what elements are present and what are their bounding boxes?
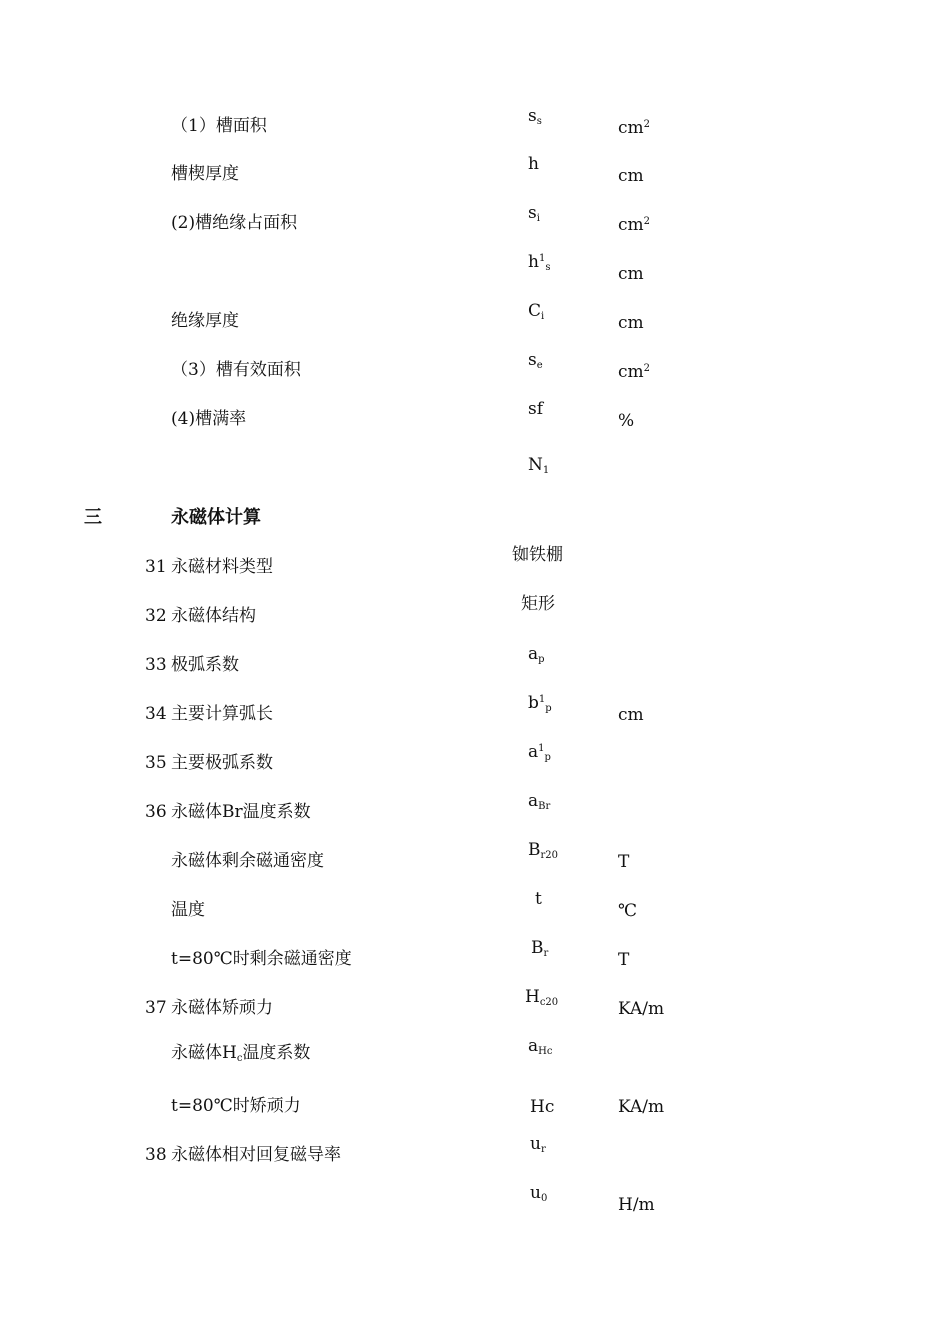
- label: （3）槽有效面积: [171, 360, 301, 380]
- label: 极弧系数: [171, 655, 239, 675]
- item-number: 38: [145, 1145, 167, 1165]
- symbol: $a_{Hc}$: [528, 1036, 553, 1057]
- row-insulation-area: [0, 205, 950, 251]
- label: 主要计算弧长: [171, 704, 273, 724]
- unit: cm: [618, 166, 644, 186]
- row-effective-area: [0, 352, 950, 398]
- symbol: $b^1_p$: [528, 693, 552, 714]
- row-wedge-thickness: [0, 156, 950, 202]
- row-item-38: [0, 1136, 950, 1182]
- row-item-31: [0, 545, 950, 594]
- symbol: $s_i$: [528, 203, 540, 224]
- unit: cm: [618, 705, 644, 725]
- unit: $cm^2$: [618, 215, 651, 235]
- unit: %: [618, 411, 635, 431]
- item-number: 32: [145, 606, 167, 626]
- symbol: $B_r$: [531, 938, 549, 959]
- symbol: sf: [528, 399, 544, 419]
- row-u0: [0, 1185, 950, 1231]
- row-slot-area: [0, 108, 950, 154]
- row-h1s: [0, 254, 950, 300]
- symbol: $s_s$: [528, 106, 542, 127]
- section-title: 永磁体计算: [171, 507, 261, 528]
- unit: H/m: [618, 1195, 655, 1215]
- symbol: $u_r$: [530, 1134, 546, 1155]
- label: 永磁体剩余磁通密度: [171, 851, 324, 871]
- symbol: $B_{r20}$: [528, 840, 559, 861]
- label: 永磁材料类型: [171, 557, 273, 577]
- unit: KA/m: [618, 1097, 665, 1117]
- label: 槽楔厚度: [171, 164, 239, 184]
- row-slot-fill: [0, 401, 950, 447]
- section-number: 三: [84, 507, 102, 528]
- item-number: 35: [145, 753, 167, 773]
- item-number: 33: [145, 655, 167, 675]
- symbol: $a^1_p$: [528, 742, 551, 763]
- label: (4)槽满率: [171, 409, 247, 429]
- unit: T: [618, 950, 630, 970]
- symbol: $C_i$: [528, 301, 545, 322]
- unit: T: [618, 852, 630, 872]
- symbol: $N_1$: [528, 455, 550, 476]
- row-temperature: [0, 891, 950, 937]
- unit: $cm^2$: [618, 362, 651, 382]
- symbol: $u_0$: [530, 1183, 548, 1204]
- symbol: $s_e$: [528, 350, 543, 371]
- symbol: $h^1_s$: [528, 252, 551, 273]
- label: 主要极弧系数: [171, 753, 273, 773]
- row-item-34: [0, 695, 950, 741]
- unit: $cm^2$: [618, 118, 651, 138]
- row-item-33: [0, 646, 950, 692]
- symbol: Hc: [530, 1097, 555, 1117]
- row-item-32: [0, 594, 950, 643]
- symbol: h: [528, 154, 539, 174]
- row-insulation-thickness: [0, 303, 950, 349]
- symbol: t: [535, 889, 542, 909]
- row-remanence: [0, 842, 950, 888]
- row-remanence-80c: [0, 940, 950, 986]
- label: 永磁体Br温度系数: [171, 802, 311, 822]
- section-heading: [0, 500, 950, 546]
- row-hc-temp-coef: [0, 1038, 950, 1084]
- unit: cm: [618, 264, 644, 284]
- label: (2)槽绝缘占面积: [171, 213, 298, 233]
- label: 温度: [171, 900, 205, 920]
- item-number: 31: [145, 557, 167, 577]
- symbol: $H_{c20}$: [525, 987, 559, 1008]
- symbol: 矩形: [521, 594, 555, 614]
- row-item-35: [0, 744, 950, 790]
- row-n1: [0, 450, 950, 496]
- label: （1）槽面积: [171, 116, 267, 136]
- unit: ℃: [618, 901, 638, 921]
- item-number: 36: [145, 802, 167, 822]
- label: 永磁体结构: [171, 606, 256, 626]
- item-number: 34: [145, 704, 167, 724]
- symbol: 铷铁棚: [512, 545, 563, 565]
- item-number: 37: [145, 998, 167, 1018]
- row-item-36: [0, 793, 950, 839]
- label: 绝缘厚度: [171, 311, 239, 331]
- label: 永磁体矫顽力: [171, 998, 273, 1018]
- symbol: $a_p$: [528, 644, 545, 665]
- unit: KA/m: [618, 999, 665, 1019]
- label: t=80℃时矫顽力: [171, 1096, 301, 1116]
- row-coercivity-80c: [0, 1087, 950, 1133]
- symbol: $a_{Br}$: [528, 791, 551, 812]
- row-item-37: [0, 989, 950, 1035]
- unit: cm: [618, 313, 644, 333]
- label: t=80℃时剩余磁通密度: [171, 949, 352, 969]
- label: 永磁体$H_c$温度系数: [171, 1043, 311, 1064]
- label: 永磁体相对回复磁导率: [171, 1145, 341, 1165]
